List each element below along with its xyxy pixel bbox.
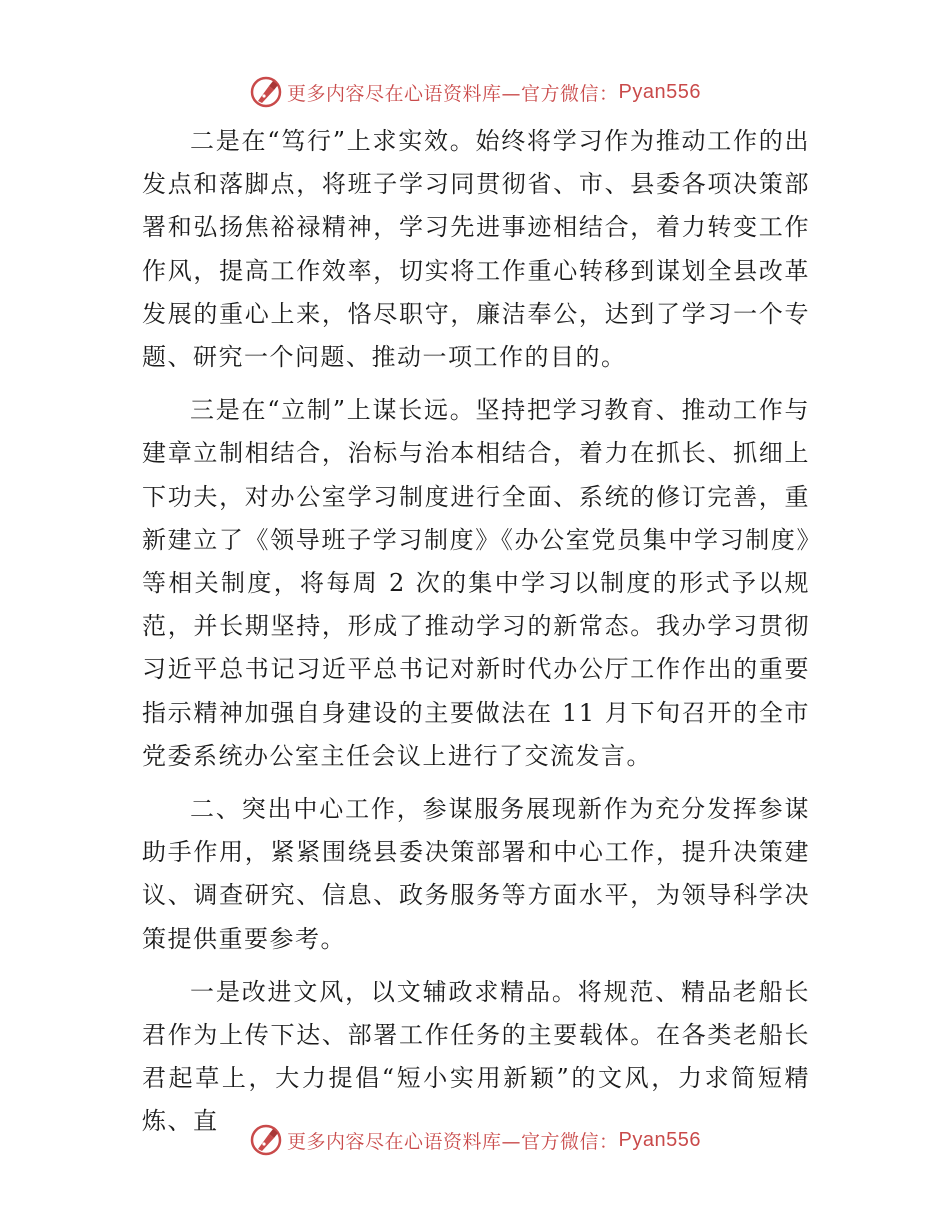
header-watermark [0, 72, 950, 112]
pen-nib-logo-icon [249, 75, 283, 109]
paragraph: 二是在“笃行”上求实效。始终将学习作为推动工作的出发点和落脚点，将班子学习同贯彻省、市、县委各项决策部署和弘扬焦裕禄精神，学习先进事迹相结合，着力转变工作作风，提高工作效率，切实将工作重心转移到谋划全县改革发展的重心上来，恪尽职守，廉洁奉公，达到了学习一个专题、研究一个问题、推动一项工作的目的。 [142, 127, 810, 372]
pen-nib-logo-icon [249, 1123, 283, 1157]
watermark-text: 更多内容尽在心语资料库—官方微信： [287, 1130, 619, 1153]
watermark-handle: Pyan556 [618, 1128, 701, 1151]
paragraph: 一是改进文风，以文辅政求精品。将规范、精品老船长君作为上传下达、部署工作任务的主要载体。在各类老船长君起草上，大力提倡“短小实用新颖”的文风，力求简短精炼、直 [142, 977, 810, 1136]
watermark-text: 更多内容尽在心语资料库—官方微信： [287, 82, 619, 105]
document-body [142, 120, 810, 1154]
footer-watermark [0, 1120, 950, 1160]
paragraph: 三是在“立制”上谋长远。坚持把学习教育、推动工作与建章立制相结合，治标与治本相结合，着力在抓长、抓细上下功夫，对办公室学习制度进行全面、系统的修订完善，重新建立了《领导班子学习制度》《办公室党员集中学习制度》等相关制度，将每周 2 次的集中学习以制度的形式予以规范，并长期坚持，形成了推动学习的新常态。我办学习贯彻习近平总书记习近平总书记对新时代办公厅工作作出的重要指示精神加强自身建设的主要做法在 11 月下旬召开的全市党委系统办公室主任会议上进行了交流发言。 [142, 396, 810, 770]
watermark-handle: Pyan556 [618, 80, 701, 103]
paragraph: 二、突出中心工作，参谋服务展现新作为充分发挥参谋助手作用，紧紧围绕县委决策部署和中心工作，提升决策建议、调查研究、信息、政务服务等方面水平，为领导科学决策提供重要参考。 [142, 795, 810, 953]
